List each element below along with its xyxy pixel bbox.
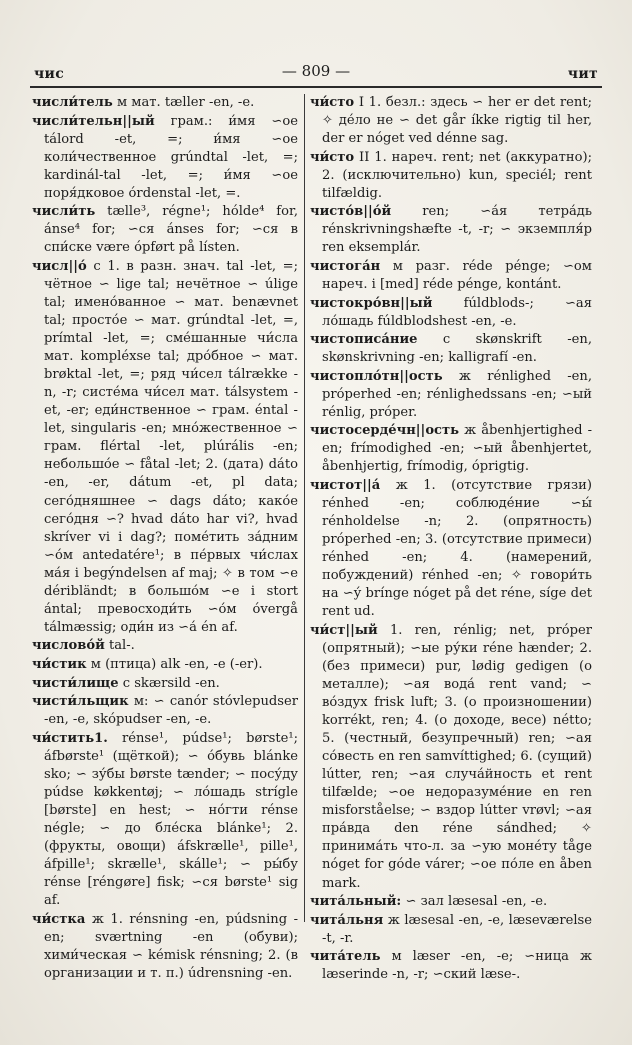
dictionary-entry: чистога́н м разг. réde pénge; ∽ом нареч. i [med] réde pénge, kontánt. <box>310 258 597 292</box>
dictionary-entry: чи́стить1. rénse¹, púdse¹; børste¹; áfbørste¹ (щёткой); ∽ о́бувь blánke sko; ∽ зу́бы børste tænder; ∽ посу́ду púdse køkkentøj; ∽ ло́шадь strígle [børste] en hest; ∽ но́гти rénse négle; ∽ до бле́ска blánke¹; 2. (фрукты, овощи) áfskrælle¹, pille¹, áfpille¹; skrælle¹, skálle¹; ∽ ры́бу rénse [réngøre] fisk; ∽ся børste¹ sig af. <box>32 730 303 909</box>
dictionary-entry: чисто́в||о́й ren; ∽а́я тетра́дь rénskrivningshæfte -t, -r; ∽ экземпля́р ren eksemplár. <box>310 204 597 256</box>
dictionary-entry: чи́стик м (птица) alk -en, -e (-er). <box>32 656 263 672</box>
dictionary-entry: чистопло́тн||ость ж rénlighed -en, próperhed -en; rénlighedssans -en; ∽ый rénlig, próper. <box>310 368 597 420</box>
left-running-headword: чис <box>34 66 65 82</box>
dictionary-entry: чи́сто II 1. нареч. rent; net (аккуратно); 2. (исключительно) kun, speciél; rent tilfældig. <box>310 149 597 201</box>
dictionary-entry: чистот||а́ ж 1. (отсутствие грязи) rénhed -en; соблюде́ние ∽ы́ rénholdelse -n; 2. (опрятность) próperhed -en; 3. (отсутствие примеси) rénhed -en; 4. (намерений, побуждений) rénhed -en; ✧ говори́ть на ∽у́ brínge nóget på det réne, síge det rent ud. <box>310 477 597 620</box>
dictionary-entry: чисти́лище с skærsild -en. <box>32 675 220 691</box>
page-header <box>30 62 602 84</box>
dictionary-entry: чистосерде́чн||ость ж åbenhjertighed -en; frímodighed -en; ∽ый åbenhjertet, åbenhjertig, frímodig, óprigtig. <box>310 423 597 475</box>
column-divider <box>304 94 305 922</box>
right-column <box>310 94 597 984</box>
header-rule <box>30 86 602 88</box>
dictionary-entry: чита́льный: ∽ зал læsesal -en, -e. <box>310 894 548 910</box>
page-number: — 809 — <box>281 62 351 80</box>
dictionary-entry: чита́тель м læser -en, -e; ∽ница ж læserinde -n, -r; ∽ский læse-. <box>310 949 597 983</box>
dictionary-entry: чи́сто I 1. безл.: здесь ∽ her er det rent; ✧ де́ло не ∽ det går íkke rigtig til her, der er nóget ved dénne sag. <box>310 95 597 147</box>
dictionary-entry: чи́стка ж 1. rénsning -en, púdsning -en; sværtning -en (обуви); хими́ческая ∽ kémisk rénsning; 2. (в организации и т. п.) údrensning -en. <box>32 911 303 981</box>
dictionary-entry: чита́льня ж læsesal -en, -e, læseværelse -t, -r. <box>310 912 597 946</box>
dictionary-entry: чи́ст||ый 1. ren, rénlig; net, próper (опрятный); ∽ые ру́ки réne hænder; 2. (без примеси) pur, lødig gedigen (о металле); ∽ая вода́ rent vand; ∽ во́здух frisk luft; 3. (о произношении) korrékt, ren; 4. (о доходе, весе) nétto; 5. (честный, безупречный) ren; ∽ая со́весть en ren samvíttighed; 6. (сущий) lútter, ren; ∽ая случа́йность et rent tilfælde; ∽ое недоразуме́ние en ren misforståelse; ∽ вздор lútter vrøvl; ∽ая пра́вда den réne sándhed; ✧ принима́ть что-л. за ∽ую моне́ту tåge nóget for góde várer; ∽ое по́ле en åben mark. <box>310 622 597 891</box>
dictionary-entry: чистописа́ние с skønskrift -en, skønskrivning -en; kalligrafí -en. <box>310 332 597 366</box>
dictionary-entry: чисти́льщик м: ∽ canór stóvlepudser -en, -e, skópudser -en, -e. <box>32 694 303 728</box>
left-column <box>32 94 303 983</box>
dictionary-entry: числ||о́ с 1. в разн. знач. tal -let, =; чётное ∽ lige tal; нечётное ∽ úlige tal; имено́ванное ∽ мат. benævnet tal; просто́е ∽ мат. grúndtal -let, =, prímtal -let, =; сме́шанные чи́сла мат. kompléxse tal; дро́бное ∽ мат. brøktal -let, =; ряд чи́сел tálrække -n, -r; систе́ма чи́сел мат. tálsystem -et, -er; еди́нственное ∽ грам. éntal -let, singularis -en; мно́жественное ∽ грам. flértal -let, plúrális -en; небольшо́е ∽ fåtal -let; 2. (дата) dáto -en, -er, dátum -et, pl data; сего́дняшнее ∽ dags dáto; како́е сего́дня ∽? hvad dáto har vi?, hvad skríver vi i dag?; поме́тить за́дним ∽о́м antedatére¹; в пе́рвых чи́слах ма́я i begýndelsen af maj; ✧ в том ∽е déribländt; в большо́м ∽е i stort ántal; превосходи́ть ∽о́м óvergå tálmæssig; оди́н из ∽а́ én af. <box>32 258 303 635</box>
dictionary-entry: чистокро́вн||ый fúldblods-; ∽ая ло́шадь fúldblodshest -en, -e. <box>310 295 597 329</box>
dictionary-entry: числово́й tal-. <box>32 638 135 654</box>
dictionary-entry: числи́ть tælle³, régne¹; hólde⁴ for, ánse⁴ for; ∽ся ánses for; ∽ся в спи́ске være ópført på lísten. <box>32 204 303 256</box>
right-running-headword: чит <box>567 66 598 82</box>
dictionary-entry: числи́тель м мат. tæller -en, -e. <box>32 95 255 110</box>
dictionary-entry: числи́тельн||ый грам.: и́мя ∽ое tálord -et, =; и́мя ∽ое коли́чественное grúndtal -let, =; kardinál-tal -let, =; и́мя ∽ое поря́дковое órdenstal -let, =. <box>32 113 303 201</box>
